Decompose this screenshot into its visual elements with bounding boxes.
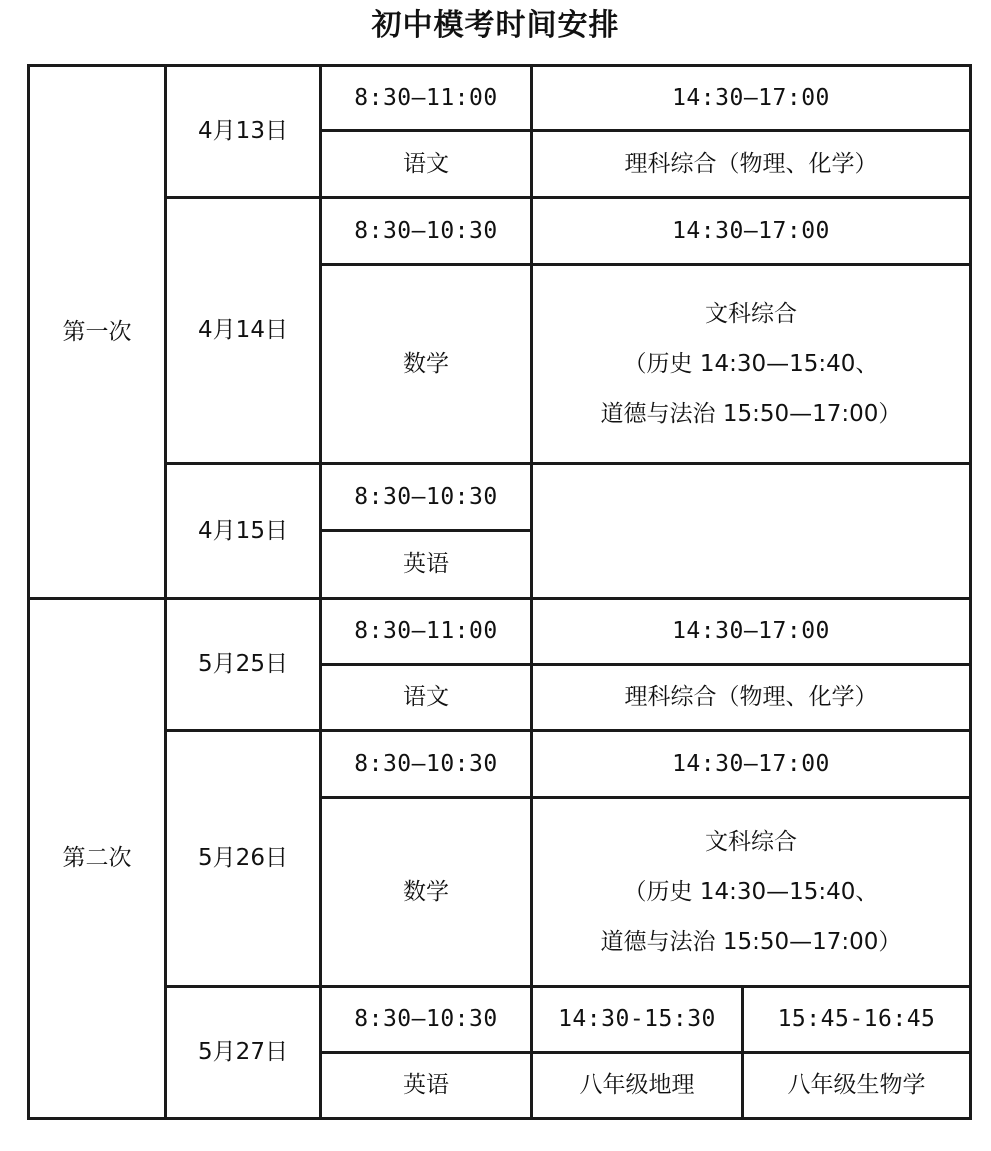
date-cell: 5月26日 <box>198 845 288 871</box>
afternoon-subject: 理科综合（物理、化学） <box>624 150 878 177</box>
morning-subject: 数学 <box>403 350 449 377</box>
morning-time: 8:30—10:30 <box>354 750 498 777</box>
date-cell: 5月25日 <box>198 651 288 677</box>
morning-subject: 英语 <box>403 551 449 577</box>
morning-subject: 数学 <box>403 878 449 905</box>
page-title: 初中模考时间安排 <box>371 8 620 43</box>
afternoon-time-1: 14:30-15:30 <box>558 1006 716 1032</box>
morning-time: 8:30—10:30 <box>354 483 498 510</box>
morning-time: 8:30—11:00 <box>354 618 498 644</box>
afternoon-subject <box>533 799 969 985</box>
afternoon-subject-line: 道德与法治 15:50—17:00） <box>600 401 902 427</box>
round-label: 第一次 <box>62 318 132 345</box>
morning-time: 8:30—10:30 <box>354 217 498 244</box>
afternoon-time: 14:30—17:00 <box>672 217 830 244</box>
morning-time: 8:30—11:00 <box>354 84 498 111</box>
round-label: 第二次 <box>62 845 132 871</box>
afternoon-subject-2: 八年级生物学 <box>787 1072 926 1098</box>
date-cell: 4月15日 <box>198 517 288 544</box>
afternoon-subject-line: （历史 14:30—15:40、 <box>623 879 879 905</box>
date-cell: 4月13日 <box>198 118 288 144</box>
morning-time: 8:30—10:30 <box>354 1006 498 1032</box>
afternoon-time: 14:30—17:00 <box>672 618 830 644</box>
afternoon-subject: 理科综合（物理、化学） <box>624 684 878 710</box>
afternoon-subject-line: 文科综合 <box>705 829 797 855</box>
table-border-bottom <box>27 1117 972 1120</box>
afternoon-subject-line: 文科综合 <box>705 301 797 327</box>
afternoon-subject-line: （历史 14:30—15:40、 <box>623 351 879 377</box>
morning-subject: 英语 <box>403 1072 449 1098</box>
afternoon-time: 14:30—17:00 <box>672 84 830 111</box>
afternoon-subject-1: 八年级地理 <box>579 1072 695 1098</box>
table-border-right <box>969 64 972 1120</box>
afternoon-subject <box>533 266 969 462</box>
afternoon-time-2: 15:45-16:45 <box>777 1006 936 1032</box>
afternoon-time: 14:30—17:00 <box>672 750 830 777</box>
date-cell: 5月27日 <box>198 1039 288 1065</box>
morning-subject: 语文 <box>403 684 449 710</box>
date-cell: 4月14日 <box>198 317 288 343</box>
afternoon-subject-line: 道德与法治 15:50—17:00） <box>600 929 902 955</box>
morning-subject: 语文 <box>403 150 449 177</box>
